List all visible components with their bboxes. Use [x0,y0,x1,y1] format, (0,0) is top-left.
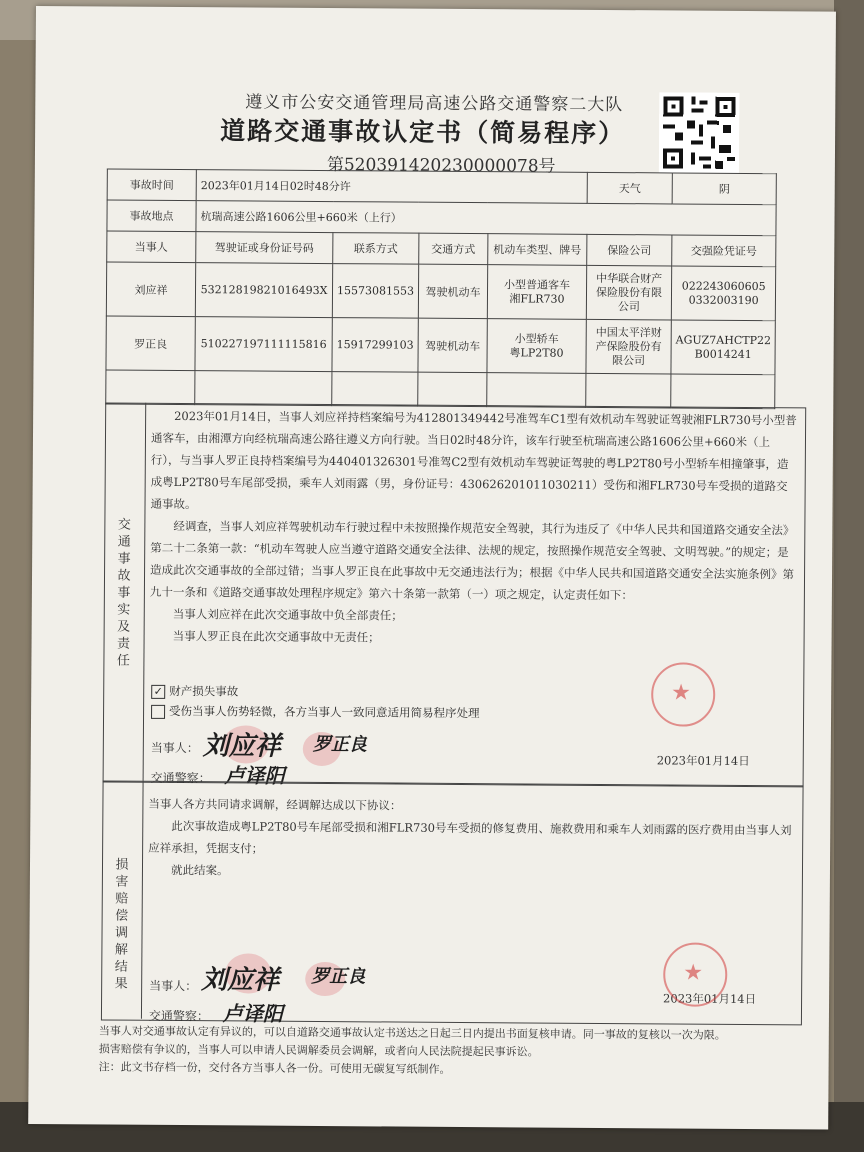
facts-text [150,405,798,652]
facts-party-signature-2: 罗正良 [312,733,367,756]
issuing-agency: 遵义市公安交通管理局高速公路交通警察二大队 [245,92,624,116]
compensation-text [148,793,795,886]
column-header: 交通方式 [419,233,488,264]
column-header: 保险公司 [587,234,672,266]
weather-value: 阴 [672,173,777,205]
compensation-side-label: 损害赔偿调解结果 [114,857,129,992]
document-title: 道路交通事故认定书（简易程序） [220,116,626,149]
facts-paragraph-2: 经调查，当事人刘应祥驾驶机动车行驶过程中未按照操作规范安全驾驶，其行为违反了《中华人民共和国道路交通安全法》第二十二条第一款：“机动车驾驶人应当遵守道路交通安全法律、法规的规定，按照操作规范安全驾驶、文明驾驶。”的规定；是造成此次交通事故的全部过错；当事人罗正良在此事故中无交通违法行为；根据《中华人民共和国道路交通安全法实施条例》第九十一条和《道路交通事故处理程序规定》第六十条第一款第（一）项之规定，认定责任如下： [149,518,795,603]
footer-line-2: 损害赔偿有争议的，当事人可以申请人民调解委员会调解，或者向人民法院提起民事诉讼。 [98,1042,539,1059]
party-phone: 15917299103 [332,318,418,373]
facts-side-label: 交通事故事实及责任 [116,517,131,669]
party-mode: 驾驶机动车 [418,264,487,318]
column-header: 当事人 [107,231,196,263]
party-policy: AGUZ7AHCTP22 B0014241 [671,320,776,375]
time-label: 事故时间 [107,169,196,201]
qr-code [659,92,740,173]
compensation-line-3: 就此结案。 [170,862,229,878]
official-seal [663,942,727,1006]
column-header: 联系方式 [333,233,419,265]
accident-info-table [105,168,777,409]
footer-line-1: 当事人对交通事故认定有异议的，可以自道路交通事故认定书送达之日起三日内提出书面复核申请。同一事故的复核以一次为限。 [98,1024,726,1042]
facts-police-label: 交通警察： [150,770,211,786]
property-loss-checkbox[interactable]: ✓ [151,685,165,699]
party-id: 53212819821016493X [195,263,332,318]
place-value: 杭瑞高速公路1606公里+660米（上行） [196,201,777,236]
party-insurer: 中国太平洋财 产保险股份有 限公司 [586,319,671,374]
minor-injury-checkbox[interactable] [151,705,165,719]
property-loss-label: 财产损失事故 [169,683,239,699]
facts-date: 2023年01月14日 [656,753,750,769]
party-phone: 15573081553 [332,264,418,319]
document-number: 第520391420230000078号 [326,155,556,177]
compensation-line-2: 此次事故造成粤LP2T80号车尾部受损和湘FLR730号车受损的修复费用、施救费用和乘车人刘雨露的医疗费用由当事人刘应祥承担，凭据支付； [148,818,792,856]
party-insurer: 中华联合财产 保险股份有限 公司 [586,265,671,320]
party-row [106,316,776,375]
party-vehicle: 小型轿车 粤LP2T80 [487,319,586,374]
official-seal [651,662,715,726]
facts-police-signature: 卢译阳 [224,763,285,788]
party-vehicle: 小型普通客车 湘FLR730 [487,265,586,320]
seal-star-icon: ★ [683,960,704,986]
footer-line-3: 注：此文书存档一份，交付各方当事人各一份。可使用无碳复写纸制作。 [98,1060,451,1076]
desk-background-right [834,0,864,1152]
minor-injury-checkbox-row [151,703,480,721]
responsibility-1: 当事人刘应祥在此次交通事故中负全部责任； [172,606,403,623]
document-footer [99,1022,726,1080]
compensation-party-label: 当事人： [149,978,198,994]
column-header: 交强险凭证号 [672,235,777,267]
compensation-party-signature-1: 刘应祥 [201,965,280,996]
column-header: 机动车类型、牌号 [488,234,587,266]
compensation-police-label: 交通警察： [148,1008,210,1024]
facts-party-label: 当事人： [150,740,199,756]
minor-injury-label: 受伤当事人伤势轻微，各方当事人一致同意适用简易程序处理 [169,703,480,721]
column-header: 驾驶证或身份证号码 [196,232,333,264]
party-row [106,262,776,321]
place-label: 事故地点 [107,200,196,232]
facts-paragraph-1: 2023年01月14日，当事人刘应祥持档案编号为412801349442号准驾车C1型有效机动车驾驶证驾驶湘FLR730号小型普通客车，由湘潭方向经杭瑞高速公路往遵义方向行驶。当日02时48分许，该车行驶至杭瑞高速公路1606公里+660米（上行），与当事人罗正良持档案编号为440401326301号准驾C2型有效机动车驾驶证驾驶的粤LP2T80号小型轿车相撞肇事，造成粤LP2T80号车尾部受损，乘车人刘雨露（男，身份证号：43062620101103021​1）受伤和湘FLR730号车受损的道路交通事故。 [150,408,797,512]
facts-party-signature-1: 刘应祥 [202,731,281,762]
compensation-line-1: 当事人各方共同请求调解，经调解达成以下协议： [148,796,402,813]
party-name: 罗正良 [106,316,195,371]
party-policy: 022243060605 0332003190 [671,266,776,321]
party-id: 510227197111115816 [195,317,332,372]
compensation-police-signature: 卢译阳 [222,1001,284,1026]
document-header [35,86,835,177]
weather-label: 天气 [587,172,672,204]
seal-star-icon: ★ [671,680,692,706]
compensation-date: 2023年01月14日 [663,991,757,1007]
party-name: 刘应祥 [106,262,195,317]
time-value: 2023年01月14日02时48分许 [196,170,587,204]
party-mode: 驾驶机动车 [418,318,487,372]
document-page [28,6,836,1130]
responsibility-2: 当事人罗正良在此次交通事故中无责任； [172,628,380,645]
property-loss-checkbox-row [151,683,238,700]
compensation-party-signature-2: 罗正良 [311,965,366,988]
